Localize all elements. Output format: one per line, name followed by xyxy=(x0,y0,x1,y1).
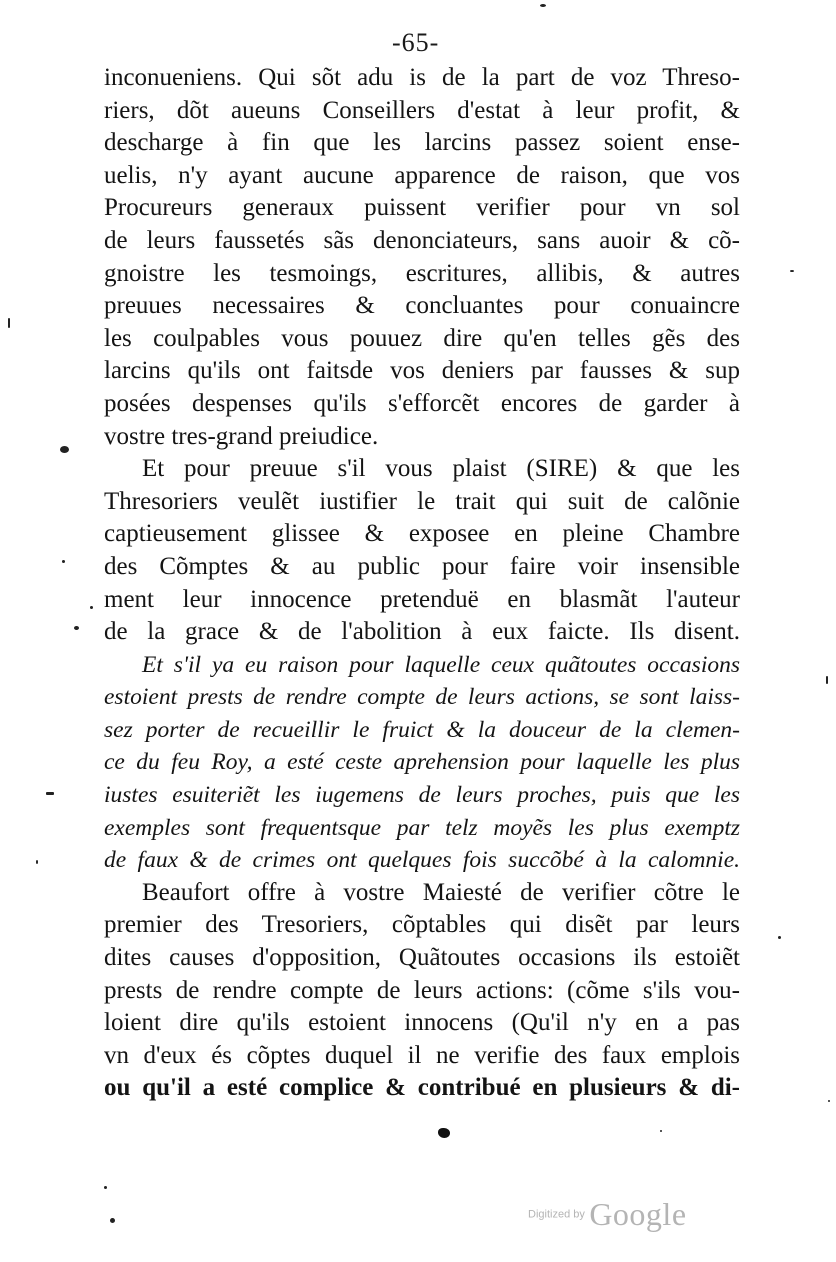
ink-speck xyxy=(110,1218,115,1223)
text-line: captieusement glissee & exposee en pleine Chambre xyxy=(104,520,740,548)
ink-speck xyxy=(46,792,54,795)
text-line: inconueniens. Qui sõt adu is de la part de voz Threso- xyxy=(104,64,740,91)
watermark-digitized-label: Digitized by xyxy=(528,1208,585,1221)
quote-line: exemples sont frequentsque par telz moyẽs les plus exemptz xyxy=(104,814,740,841)
text-line: dites causes d'opposition, Quãtoutes occasions ils estoiẽt xyxy=(104,944,740,972)
text-line: descharge à fin que les larcins passez soient ense- xyxy=(104,129,740,157)
text-line: Procureurs generaux puissent verifier pour vn sol xyxy=(104,194,740,222)
text-line: les coulpables vous pouuez dire qu'en telles gẽs des xyxy=(104,324,740,352)
text-line: uelis, n'y ayant aucune apparence de raison, que vos xyxy=(104,161,740,189)
text-line: de la grace & de l'abolition à eux faicte. Ils disent. xyxy=(104,618,740,646)
text-line: riers, dõt aueuns Conseillers d'estat à leur profit, & xyxy=(104,96,740,124)
ink-speck xyxy=(60,446,69,453)
text-line: de leurs faussetés sãs denonciateurs, sans auoir & cõ- xyxy=(104,226,740,254)
quote-line: ce du feu Roy, a esté ceste aprehension pour laquelle les plus xyxy=(104,749,740,776)
text-line: gnoistre les tesmoings, escritures, allibis, & autres xyxy=(104,259,740,287)
quote-line: iustes esuiteriẽt les iugemens de leurs proches, puis que les xyxy=(104,782,740,809)
text-line: ment leur innocence pretenduë en blasmãt l'auteur xyxy=(104,585,740,613)
digitized-by-google-watermark xyxy=(528,1196,687,1233)
ink-speck xyxy=(62,560,65,563)
quote-line: sez porter de recueillir le fruict & la douceur de la clemen- xyxy=(104,716,740,743)
text-line: posées despenses qu'ils s'efforcẽt encores de garder à xyxy=(104,389,740,417)
quote-line: estoient prests de rendre compte de leurs actions, se sont laiss- xyxy=(104,684,740,711)
text-line: loient dire qu'ils estoient innocens (Qu'il n'y en a pas xyxy=(104,1009,740,1037)
ink-speck xyxy=(540,4,546,7)
quote-line: Et s'il ya eu raison pour laquelle ceux quãtoutes occasions xyxy=(142,651,740,678)
ink-speck xyxy=(826,676,828,684)
ink-speck xyxy=(778,936,781,939)
quote-line: de faux & de crimes ont quelques fois succõbé à la calomnie. xyxy=(104,847,740,874)
text-line: ou qu'il a esté complice & contribué en plusieurs & di- xyxy=(104,1074,740,1102)
text-line: prests de rendre compte de leurs actions: (cõme s'ils vou- xyxy=(104,976,740,1004)
text-line: preuues necessaires & concluantes pour conuaincre xyxy=(104,292,740,320)
page-number: -65- xyxy=(392,28,440,57)
text-line: premier des Tresoriers, cõptables qui disẽt par leurs xyxy=(104,911,740,939)
body-text xyxy=(104,62,740,1105)
ink-speck xyxy=(8,318,10,328)
ink-speck xyxy=(36,860,38,864)
text-line: Beaufort offre à vostre Maiesté de verifier cõtre le xyxy=(142,878,740,906)
text-line: larcins qu'ils ont faitsde vos deniers par fausses & sup xyxy=(104,357,740,385)
ink-speck xyxy=(90,606,93,609)
ink-speck xyxy=(104,1186,107,1189)
google-logo: Google xyxy=(589,1196,687,1232)
ink-speck xyxy=(660,1130,662,1132)
ink-speck xyxy=(828,1100,830,1102)
text-line: vn d'eux és cõptes duquel il ne verifie des faux emplois xyxy=(104,1041,740,1069)
text-line: Thresoriers veulẽt iustifier le trait qui suit de calõnie xyxy=(104,487,740,515)
ink-speck xyxy=(74,626,79,630)
ink-speck xyxy=(790,270,794,272)
ink-blot-mark xyxy=(438,1128,450,1138)
text-line: Et pour preuue s'il vous plaist (SIRE) & que les xyxy=(142,455,740,483)
text-line: des Cõmptes & au public pour faire voir insensible xyxy=(104,552,740,580)
text-line: vostre tres-grand preiudice. xyxy=(104,422,379,450)
